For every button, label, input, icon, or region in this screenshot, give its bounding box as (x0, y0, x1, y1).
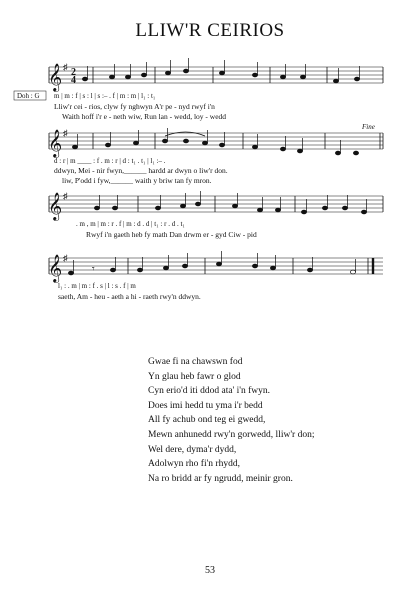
solfa-line: . m , m | m : r . f | m : d . d | t₁ : r . d . t₁ (76, 220, 185, 228)
svg-text:4: 4 (71, 75, 76, 86)
svg-text:♯: ♯ (63, 62, 68, 72)
verse-line: Adolwyn rho fi'n rhydd, (148, 459, 240, 470)
svg-text:♯: ♯ (63, 253, 68, 263)
lyric-line: liw, P'odd i fyw,______ waith y briw tan fy mron. (62, 176, 212, 185)
svg-text:𝄞: 𝄞 (48, 194, 63, 220)
verse-line: Does imi hedd tu yma i'r bedd (148, 400, 263, 411)
verse-line: All fy achub ond teg ei gwedd, (148, 415, 266, 426)
notes-system-2 (72, 128, 358, 155)
solfa-line: d : r | m ____ : f . m : r | d : t₁ . t₁ | l₁ :– . (54, 157, 166, 165)
rest-icon (92, 264, 95, 275)
lyric-line: saeth, Am - heu - aeth a hi - raeth rwy'n ddwyn. (58, 292, 201, 301)
lyric-line: Rwyf i'n gaeth heb fy math Dan drwm er - gyd Ciw - pid (86, 230, 257, 239)
verse-line: Cyn erio'd iti ddod ata' i'n fwyn. (148, 386, 271, 397)
lyric-line: ddwyn, Mei - nir fwyn,______ hardd ar dwyn o liw'r don. (54, 166, 228, 175)
time-signature (71, 67, 76, 86)
notes-system-4 (68, 251, 355, 275)
svg-text:2: 2 (71, 67, 76, 78)
lyric-line: Waith hoff i'r e - neth wiw, Run lan - wedd, loy - wedd (62, 112, 227, 121)
verse-line: Yn glau heb fawr o glod (148, 371, 241, 382)
verse-line: Wel dere, dyma'r dydd, (148, 444, 237, 455)
solfa-line: m | m : f | s : l | s :– . f | m : m | l₁ : t₁ (54, 92, 156, 100)
page-number: 53 (205, 565, 215, 576)
svg-text:♯: ♯ (63, 191, 68, 201)
svg-text:𝄞: 𝄞 (48, 131, 63, 157)
verse-line: Na ro bridd ar fy ngrudd, meinir gron. (148, 473, 293, 484)
slur (165, 132, 205, 136)
notes-system-3 (94, 191, 366, 214)
fine-label: Fine (362, 123, 375, 131)
lyric-line: Lliw'r cei - rios, clyw fy nghwyn A'r pe - nyd rwyf i'n (54, 102, 215, 111)
verse-line: Gwae fi na chawswn fod (148, 357, 243, 367)
verse-line: Mewn anhunedd rwy'n gorwedd, lliw'r don; (148, 429, 315, 440)
svg-text:𝄞: 𝄞 (48, 65, 63, 91)
verse-block (148, 355, 408, 486)
svg-text:𝄞: 𝄞 (48, 256, 63, 282)
page-title: LLIW'R CEIRIOS (135, 20, 285, 41)
doh-label: Doh : G (17, 92, 40, 100)
svg-text:♯: ♯ (63, 128, 68, 138)
svg-text:𝄾: 𝄾 (92, 264, 95, 275)
solfa-line: l₁ : . m | m : f . s | l : s . f | m (58, 282, 136, 290)
